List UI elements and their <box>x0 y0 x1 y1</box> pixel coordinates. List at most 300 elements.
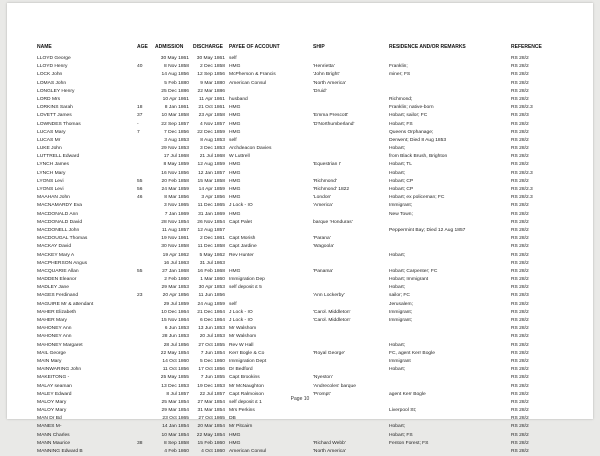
row-ship: barque 'Honduras' <box>313 219 353 225</box>
row-discharge: 22 Mar 1886 <box>197 88 225 94</box>
row-discharge: 24 Aug 1859 <box>197 301 225 307</box>
row-payee: Archdeacon Davies <box>229 146 272 152</box>
row-age: 38 <box>137 440 143 446</box>
row-discharge: 27 Mar 1854 <box>197 399 225 405</box>
row-reference: RS 28/2 <box>511 178 529 184</box>
row-admission: 8 Sep 1858 <box>163 440 189 446</box>
table-row <box>37 161 585 169</box>
row-name: LUCAS Mary <box>37 129 66 135</box>
row-ship: 'Wagoola' <box>313 244 334 250</box>
row-ship: 'Richmond' 1822 <box>313 187 350 192</box>
row-payee: HMG <box>229 105 241 111</box>
row-name: MADLEY Jane <box>37 285 69 291</box>
row-reference: RS 28/2 <box>511 236 529 242</box>
row-discharge: 8 Aug 1853 <box>200 137 225 143</box>
row-ship: 'London' <box>313 195 332 201</box>
row-payee: Capt Palet <box>229 219 252 225</box>
row-discharge: 6 Dec 1864 <box>199 318 225 323</box>
row-age: 55 <box>137 178 143 184</box>
row-payee: Rev Hunter <box>229 252 254 258</box>
row-reference: RS 28/2 <box>511 252 529 258</box>
row-payee: self deposit £ 1 <box>229 399 262 405</box>
table-row <box>37 104 585 112</box>
table-row <box>37 432 585 440</box>
row-name: LORD Mrs <box>37 96 61 102</box>
header-payee: PAYEE OF ACCOUNT <box>229 44 280 50</box>
row-name: MACKAY David <box>37 244 72 250</box>
row-admission: 14 Oct 1860 <box>162 358 189 364</box>
row-discharge: 27 Oct 1865 <box>198 416 225 422</box>
row-payee: Immigration Dep <box>229 277 265 283</box>
row-residence: Hobart; Carpenter; FC <box>389 268 438 274</box>
row-admission: 10 Mar 1858 <box>161 113 189 119</box>
row-name: MAHER Elizabeth <box>37 309 77 315</box>
row-admission: 3 Aug 1853 <box>164 137 189 143</box>
row-name: LONGLEY Henry <box>37 88 75 94</box>
row-admission: 4 Feb 1860 <box>164 449 189 454</box>
row-residence: Hobart; CP <box>389 187 414 192</box>
row-name: MACKEY Mary A <box>37 252 75 258</box>
document-page <box>7 3 593 454</box>
row-reference: RS 28/2.3 <box>511 195 533 201</box>
row-reference: RS 28/2 <box>511 260 529 266</box>
table-row <box>37 170 585 178</box>
row-reference: RS 28/2 <box>511 408 529 414</box>
row-residence: Fenton Forest; FS <box>389 440 429 446</box>
table-row <box>37 186 585 194</box>
row-admission: 8 May 1859 <box>163 162 189 168</box>
row-name: MACQUARIE Allan <box>37 268 79 274</box>
table-row <box>37 71 585 79</box>
row-discharge: 13 Jun 1853 <box>198 326 225 332</box>
row-ship: 'Panama' <box>313 268 334 274</box>
row-discharge: 5 May 1862 <box>199 252 225 258</box>
row-admission: 6 Jun 1853 <box>164 326 189 332</box>
row-reference: RS 28/2 <box>511 203 529 209</box>
table-row <box>37 219 585 227</box>
admission-register-table <box>37 43 585 456</box>
row-admission: 20 Feb 1858 <box>161 178 189 184</box>
row-residence: Hobart; FS <box>389 121 413 127</box>
row-name: LLOYD George <box>37 56 71 61</box>
row-payee: Capt Jardine <box>229 244 257 250</box>
row-admission: 16 Nov 1856 <box>161 170 189 176</box>
row-reference: RS 28/2 <box>511 146 529 152</box>
row-reference: RS 28/2 <box>511 375 529 381</box>
table-row <box>37 423 585 431</box>
row-reference: RS 28/2 <box>511 367 529 373</box>
row-payee: Mr Walshom <box>229 326 257 332</box>
row-ship: 'Prompt' <box>313 391 331 397</box>
row-payee: American Consul <box>229 449 267 454</box>
table-row <box>37 194 585 202</box>
row-payee: W Luttrell <box>229 154 250 160</box>
row-name: MAIN Mary <box>37 358 62 364</box>
row-name: MANNING Edward B <box>37 449 83 454</box>
table-row <box>37 252 585 260</box>
row-discharge: 22 Dec 1859 <box>197 129 225 135</box>
row-residence: Liverpool St; <box>389 408 417 414</box>
row-residence: Immigrant <box>389 358 411 364</box>
row-reference: RS 28/2 <box>511 399 529 405</box>
row-discharge: 12 Aug 1857 <box>197 227 225 233</box>
row-name: MAN Dr Bd <box>37 416 62 422</box>
row-reference: RS 28/2 <box>511 342 529 348</box>
row-payee: Capt Morish <box>229 236 256 242</box>
row-reference: RS 28/2 <box>511 80 529 86</box>
row-payee: Rev W Hall <box>229 342 254 348</box>
row-admission: 20 Apr 1856 <box>162 293 189 299</box>
row-payee: HMG <box>229 211 241 217</box>
row-name: MACDOUGAL Thomas <box>37 236 88 242</box>
row-discharge: 22 May 1854 <box>196 432 225 438</box>
row-name: MAINWARING John <box>37 367 82 373</box>
row-discharge: 1 Mar 1860 <box>200 277 225 283</box>
row-reference: RS 28/2 <box>511 334 529 340</box>
row-name: LYONS Levi <box>37 187 64 192</box>
row-admission: 22 May 1854 <box>160 350 189 356</box>
header-discharge: DISCHARGE <box>193 44 224 50</box>
row-reference: RS 28/2 <box>511 162 529 168</box>
row-ship: 'Carol. Middleton' <box>313 318 351 323</box>
row-name: MALAY seaman <box>37 383 72 389</box>
row-admission: 7 Dec 1856 <box>163 129 189 135</box>
row-age: 7 <box>137 129 140 135</box>
row-admission: 8 Nov 1858 <box>163 64 189 70</box>
row-name: LOCK John <box>37 72 63 78</box>
table-row <box>37 153 585 161</box>
row-payee: J Lock - IO <box>229 203 253 209</box>
row-residence: Hobart; <box>389 424 406 430</box>
row-ship: 'America' <box>313 203 333 209</box>
row-residence: Hobart; sailor; FC <box>389 113 428 119</box>
row-name: MALOY Mary <box>37 399 67 405</box>
row-name: LOVETT James <box>37 113 72 119</box>
row-residence: from Black Brush, Brighton <box>389 154 448 160</box>
row-reference: RS 28/2 <box>511 56 529 61</box>
row-residence: Hobart; <box>389 285 406 291</box>
row-admission: 5 Feb 1880 <box>164 80 189 86</box>
row-admission: 8 Mar 1856 <box>164 195 189 201</box>
row-ship: 'Equestrian I' <box>313 162 341 168</box>
row-discharge: 21 Dec 1864 <box>197 309 225 315</box>
row-reference: RS 28/3 <box>511 293 529 299</box>
row-admission: 25 Mar 1854 <box>161 399 189 405</box>
row-reference: RS 28/2 <box>511 129 529 135</box>
row-ship: 'John Bright' <box>313 72 340 78</box>
row-reference: RS 28/2 <box>511 449 529 454</box>
row-payee: HMG <box>229 432 241 438</box>
row-reference: RS 28/2 <box>511 121 529 127</box>
row-name: LOWNDES Thomas <box>37 121 81 127</box>
row-ship: 'Ann Lockerby' <box>313 293 345 299</box>
row-residence: Hobart; <box>389 342 406 348</box>
row-discharge: 12 Aug 1859 <box>197 162 225 168</box>
row-admission: 13 Dec 1853 <box>161 383 189 389</box>
row-admission: 10 Mar 1854 <box>161 432 189 438</box>
row-discharge: 11 Apr 1861 <box>198 96 225 102</box>
row-ship: 'Henrietta' <box>313 64 335 70</box>
row-name: MAHER Mary <box>37 318 67 323</box>
row-payee: HMG <box>229 64 241 70</box>
row-discharge: 11 Dec 1865 <box>197 203 225 209</box>
row-ship: 'D'Northumberland' <box>313 121 355 127</box>
row-admission: 24 Mar 1859 <box>161 187 189 192</box>
row-age: 56 <box>137 187 143 192</box>
row-reference: RS 28/2.3 <box>511 105 533 111</box>
row-admission: 14 Aug 1856 <box>161 72 189 78</box>
row-ship: 'Emma Prescott' <box>313 113 349 119</box>
row-discharge: 23 Apr 1858 <box>198 113 225 119</box>
row-payee: J Lock - IO <box>229 309 253 315</box>
row-name: MAGUIRE Mr & attendant <box>37 301 94 307</box>
table-row <box>37 178 585 186</box>
row-ship: 'Richard Webb' <box>313 440 346 446</box>
table-row <box>37 235 585 243</box>
row-reference: RS 28/2 <box>511 391 529 397</box>
row-admission: 28 Jul 1856 <box>163 342 189 348</box>
row-discharge: 15 Feb 1860 <box>197 440 225 446</box>
row-admission: 7 Jan 1869 <box>164 211 189 217</box>
row-discharge: 12 Jan 1857 <box>198 170 225 176</box>
row-name: MAIL George <box>37 350 66 356</box>
row-age: 18 <box>137 105 143 111</box>
header-age: AGE <box>137 44 148 50</box>
row-admission: 23 Oct 1865 <box>162 416 189 422</box>
row-admission: 2 Feb 1860 <box>164 277 189 283</box>
row-reference: RS 28/2 <box>511 219 529 225</box>
row-residence: Hobart; FS <box>389 432 413 438</box>
row-payee: self <box>229 301 237 307</box>
row-payee: self deposit £ 5 <box>229 285 262 291</box>
row-discharge: 20 Mar 1854 <box>197 424 225 430</box>
row-admission: 16 Jul 1863 <box>163 260 189 266</box>
row-discharge: 31 Jan 1869 <box>198 211 225 217</box>
header-reference: REFERENCE <box>511 44 542 50</box>
row-residence: miner; FS <box>389 72 411 78</box>
row-admission: 30 Nov 1858 <box>161 244 189 250</box>
row-residence: Immigrant; <box>389 203 413 209</box>
row-discharge: 21 Jul 1868 <box>199 154 225 160</box>
row-age: 37 <box>137 113 143 119</box>
row-discharge: 3 Apr 1856 <box>201 195 225 201</box>
row-name: MANN Maurice <box>37 440 71 446</box>
row-name: MACDONALD David <box>37 219 83 225</box>
row-admission: 22 Sep 1857 <box>161 121 189 127</box>
row-admission: 30 May 1861 <box>160 56 189 61</box>
row-residence: Hobart; <box>389 146 406 152</box>
table-row <box>37 374 585 382</box>
row-discharge: 20 Jul 1853 <box>199 334 225 340</box>
row-payee: HMG <box>229 268 241 274</box>
row-reference: RS 28/2 <box>511 318 529 323</box>
row-ship: 'Parana' <box>313 236 331 242</box>
row-payee: Capt Ralmoison <box>229 391 264 397</box>
row-payee: Capt Brookins <box>229 375 260 381</box>
row-name: MACPHERSON Angus <box>37 260 88 266</box>
row-discharge: 11 Dec 1858 <box>197 244 225 250</box>
row-payee: husband <box>229 96 248 102</box>
row-name: MAHONEY Ann <box>37 326 72 332</box>
row-payee: self <box>229 137 237 143</box>
row-residence: New Town; <box>389 211 413 217</box>
row-name: LUKE John <box>37 146 62 152</box>
row-reference: RS 28/2 <box>511 137 529 143</box>
row-name: MALOY Mary <box>37 408 67 414</box>
row-reference: RS 28/2.3 <box>511 170 533 176</box>
row-ship: 'North America' <box>313 80 346 86</box>
row-reference: RS 28/2 <box>511 358 529 364</box>
table-row <box>37 448 585 456</box>
table-row <box>37 383 585 391</box>
row-reference: RS 28/2 <box>511 285 529 291</box>
row-admission: 29 Mar 1853 <box>161 285 189 291</box>
table-row <box>37 415 585 423</box>
row-discharge: 4 Oct 1860 <box>201 449 225 454</box>
table-row <box>37 440 585 448</box>
row-name: MAKEITONG - <box>37 375 70 381</box>
row-discharge: 5 Dec 1860 <box>199 358 225 364</box>
row-payee: American Consul <box>229 80 267 86</box>
row-reference: RS 28/2 <box>511 350 529 356</box>
row-reference: RS 28/2 <box>511 244 529 250</box>
row-payee: Mrs Perkins <box>229 408 255 414</box>
table-row <box>37 325 585 333</box>
table-row <box>37 202 585 210</box>
table-row <box>37 333 585 341</box>
row-payee: HMG <box>229 121 241 127</box>
table-row <box>37 121 585 129</box>
row-residence: agent Kerr Bogle <box>389 391 426 397</box>
table-row <box>37 366 585 374</box>
row-payee: HMG <box>229 195 241 201</box>
row-name: MAHONEY Margaret <box>37 342 83 348</box>
table-row <box>37 243 585 251</box>
row-discharge: 7 Jun 1855 <box>200 375 225 381</box>
row-name: MANN Charles <box>37 432 70 438</box>
row-discharge: 21 Oct 1861 <box>198 105 225 111</box>
table-row <box>37 227 585 235</box>
row-reference: RS 28/2 <box>511 72 529 78</box>
row-admission: 29 Mar 1854 <box>161 408 189 414</box>
row-residence: Hobart; ex policeman; FC <box>389 195 445 201</box>
row-reference: RS 28/2 <box>511 211 529 217</box>
table-row <box>37 211 585 219</box>
row-discharge: 2 Dec 1858 <box>199 64 225 70</box>
row-age: 55 <box>137 268 143 274</box>
row-reference: RS 28/2 <box>511 301 529 307</box>
row-name: LYNCH Mary <box>37 170 66 176</box>
row-payee: Mr Pitcairn <box>229 424 253 430</box>
row-discharge: 27 Oct 1855 <box>198 342 225 348</box>
header-residence: RESIDENCE AND/OR REMARKS <box>389 44 466 50</box>
row-payee: DB <box>229 416 236 422</box>
row-admission: 27 Jan 1868 <box>162 268 189 274</box>
table-row <box>37 350 585 358</box>
row-reference: RS 28/2 <box>511 383 529 389</box>
row-discharge: 30 Apr 1853 <box>198 285 225 291</box>
table-row <box>37 145 585 153</box>
row-reference: RS 28/2 <box>511 277 529 283</box>
row-discharge: 17 Oct 1856 <box>198 367 225 373</box>
row-reference: RS 28/2 <box>511 440 529 446</box>
row-residence: Hobart; <box>389 252 406 258</box>
row-admission: 19 Apr 1862 <box>162 252 189 258</box>
row-admission: 14 Jan 1854 <box>162 424 189 430</box>
row-payee: HMG <box>229 162 241 168</box>
row-reference: RS 28/2 <box>511 64 529 70</box>
row-residence: Franklin; <box>389 64 408 70</box>
row-admission: 8 Jul 1857 <box>166 391 189 397</box>
header-name: NAME <box>37 44 52 50</box>
row-admission: 17 Jul 1868 <box>163 154 189 160</box>
table-row <box>37 276 585 284</box>
row-name: LYNCH James <box>37 162 69 168</box>
row-discharge: 12 Sep 1856 <box>197 72 225 78</box>
row-name: MADDEN Eleanor <box>37 277 77 283</box>
row-age: 46 <box>137 195 143 201</box>
table-row <box>37 63 585 71</box>
row-admission: 3 Nov 1865 <box>163 203 189 209</box>
table-header <box>37 43 585 51</box>
row-reference: RS 28/2 <box>511 424 529 430</box>
row-payee: HMG <box>229 129 241 135</box>
row-admission: 11 Aug 1857 <box>161 227 189 233</box>
row-reference: RS 28/2 <box>511 154 529 160</box>
row-discharge: 31 Jul 1863 <box>199 260 225 266</box>
row-name: MALEY Edward <box>37 391 72 397</box>
row-payee: Mr McNaughton <box>229 383 264 389</box>
row-ship: 'Richmond' <box>313 178 337 184</box>
row-name: MAHONEY Ann <box>37 334 72 340</box>
row-residence: Richmond; <box>389 96 413 102</box>
row-ship: 'North America' <box>313 449 346 454</box>
table-row <box>37 317 585 325</box>
row-reference: RS 28/2 <box>511 96 529 102</box>
row-ship: 'Druid' <box>313 88 327 94</box>
row-residence: Jerusalem; <box>389 301 413 307</box>
row-discharge: 14 Apr 1859 <box>198 187 225 192</box>
row-payee: HMG <box>229 113 241 119</box>
row-payee: Dr Bedford <box>229 367 253 373</box>
row-discharge: 31 Mar 1854 <box>197 408 225 414</box>
row-payee: HMG <box>229 178 241 184</box>
row-residence: Hobart; TL <box>389 162 413 168</box>
table-row <box>37 301 585 309</box>
row-residence: Franklin; native-born <box>389 105 434 111</box>
row-residence: Derwent; Died 8 Aug 1853 <box>389 137 447 143</box>
row-reference: RS 28/2.3 <box>511 187 533 192</box>
row-payee: McPherson & Francis <box>229 72 276 78</box>
page-number: Page 10 <box>290 396 310 402</box>
row-name: LUCAS Mr <box>37 137 61 143</box>
row-name: MACDONELL John <box>37 227 80 233</box>
table-row <box>37 80 585 88</box>
row-payee: HMG <box>229 440 241 446</box>
table-row <box>37 88 585 96</box>
row-admission: 11 Oct 1856 <box>162 367 189 373</box>
row-reference: RS 28/3 <box>511 113 529 119</box>
table-row <box>37 268 585 276</box>
row-admission: 19 Nov 1861 <box>161 236 189 242</box>
row-name: MANES M- <box>37 424 62 430</box>
row-reference: RS 28/2 <box>511 227 529 233</box>
table-row <box>37 112 585 120</box>
row-payee: Immigration Dept <box>229 358 267 364</box>
table-row <box>37 309 585 317</box>
row-name: LYONS Levi <box>37 178 64 184</box>
table-row <box>37 137 585 145</box>
